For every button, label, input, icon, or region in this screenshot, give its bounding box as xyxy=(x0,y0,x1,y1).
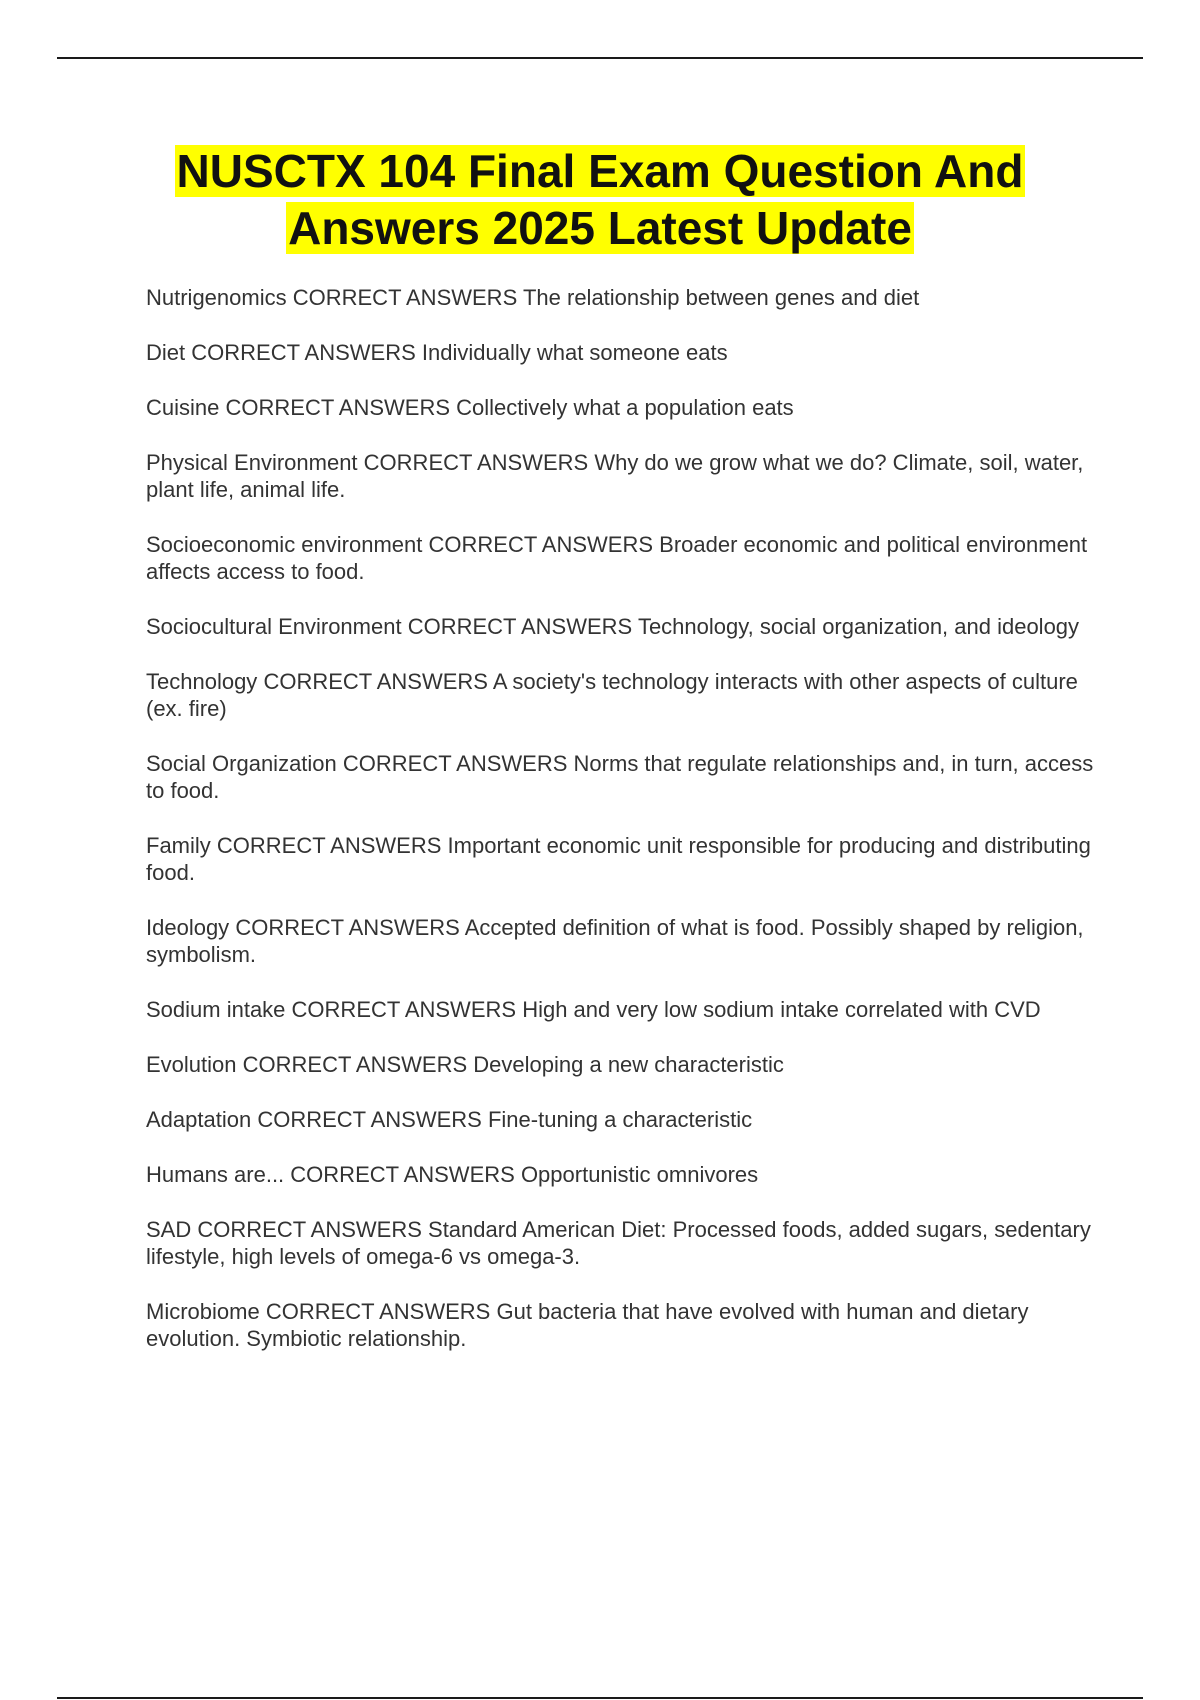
entry-answer: A society's technology interacts with other aspects of culture (ex. fire) xyxy=(146,669,1078,721)
qa-list xyxy=(146,284,1096,1380)
entry-marker: CORRECT ANSWERS xyxy=(216,833,442,858)
qa-entry xyxy=(146,1216,1096,1270)
entry-answer: High and very low sodium intake correlated with CVD xyxy=(522,997,1041,1022)
qa-entry xyxy=(146,339,1096,366)
entry-term: Technology xyxy=(146,669,258,694)
qa-entry xyxy=(146,531,1096,585)
entry-term: Sociocultural Environment xyxy=(146,614,402,639)
entry-answer: Fine-tuning a characteristic xyxy=(487,1107,753,1132)
entry-marker: CORRECT ANSWERS xyxy=(263,669,488,694)
qa-entry xyxy=(146,914,1096,968)
entry-answer: Norms that regulate relationships and, in turn, access to food. xyxy=(146,751,1094,803)
entry-marker: CORRECT ANSWERS xyxy=(265,1299,491,1324)
entry-marker: CORRECT ANSWERS xyxy=(428,532,654,557)
qa-entry xyxy=(146,449,1096,503)
qa-entry xyxy=(146,613,1096,640)
qa-entry xyxy=(146,394,1096,421)
qa-entry xyxy=(146,750,1096,804)
entry-marker: CORRECT ANSWERS xyxy=(197,1217,422,1242)
title-line-2: Answers 2025 Latest Update xyxy=(288,202,912,254)
entry-answer: Collectively what a population eats xyxy=(456,395,794,420)
entry-marker: CORRECT ANSWERS xyxy=(225,395,451,420)
entry-term: Evolution xyxy=(146,1052,237,1077)
entry-term: Social Organization xyxy=(146,751,337,776)
entry-term: Physical Environment xyxy=(146,450,358,475)
entry-answer: Developing a new characteristic xyxy=(473,1052,784,1077)
entry-marker: CORRECT ANSWERS xyxy=(407,614,633,639)
qa-entry xyxy=(146,1298,1096,1352)
title-line-1: NUSCTX 104 Final Exam Question And xyxy=(176,145,1024,197)
entry-marker: CORRECT ANSWERS xyxy=(235,915,460,940)
entry-term: Cuisine xyxy=(146,395,220,420)
entry-answer: The relationship between genes and diet xyxy=(522,285,920,310)
entry-answer: Gut bacteria that have evolved with human and dietary evolution. Symbiotic relationship. xyxy=(146,1299,1029,1351)
qa-entry xyxy=(146,668,1096,722)
entry-answer: Technology, social organization, and ideology xyxy=(637,614,1080,639)
qa-entry xyxy=(146,284,1096,311)
entry-term: Family xyxy=(146,833,211,858)
entry-marker: CORRECT ANSWERS xyxy=(342,751,568,776)
top-divider xyxy=(57,57,1143,59)
entry-term: Adaptation xyxy=(146,1107,252,1132)
entry-marker: CORRECT ANSWERS xyxy=(291,997,517,1022)
entry-marker: CORRECT ANSWERS xyxy=(290,1162,515,1187)
entry-marker: CORRECT ANSWERS xyxy=(292,285,518,310)
qa-entry xyxy=(146,1106,1096,1133)
entry-marker: CORRECT ANSWERS xyxy=(242,1052,468,1077)
entry-term: Nutrigenomics xyxy=(146,285,287,310)
entry-term: Diet xyxy=(146,340,186,365)
entry-answer: Opportunistic omnivores xyxy=(520,1162,759,1187)
entry-term: SAD xyxy=(146,1217,192,1242)
entry-term: Ideology xyxy=(146,915,230,940)
entry-answer: Individually what someone eats xyxy=(421,340,728,365)
bottom-divider xyxy=(57,1697,1143,1699)
entry-answer: Standard American Diet: Processed foods, added sugars, sedentary lifestyle, high levels of omega-6 vs omega-3. xyxy=(146,1217,1091,1269)
entry-term: Microbiome xyxy=(146,1299,260,1324)
page-title xyxy=(100,143,1100,257)
entry-answer: Accepted definition of what is food. Possibly shaped by religion, symbolism. xyxy=(146,915,1084,967)
qa-entry xyxy=(146,996,1096,1023)
entry-marker: CORRECT ANSWERS xyxy=(191,340,416,365)
entry-answer: Broader economic and political environment affects access to food. xyxy=(146,532,1088,584)
entry-marker: CORRECT ANSWERS xyxy=(363,450,589,475)
entry-term: Humans are... xyxy=(146,1162,285,1187)
entry-answer: Important economic unit responsible for producing and distributing food. xyxy=(146,833,1091,885)
qa-entry xyxy=(146,1161,1096,1188)
entry-term: Socioeconomic environment xyxy=(146,532,423,557)
entry-answer: Why do we grow what we do? Climate, soil, water, plant life, animal life. xyxy=(146,450,1084,502)
qa-entry xyxy=(146,1051,1096,1078)
entry-term: Sodium intake xyxy=(146,997,286,1022)
entry-marker: CORRECT ANSWERS xyxy=(257,1107,482,1132)
qa-entry xyxy=(146,832,1096,886)
